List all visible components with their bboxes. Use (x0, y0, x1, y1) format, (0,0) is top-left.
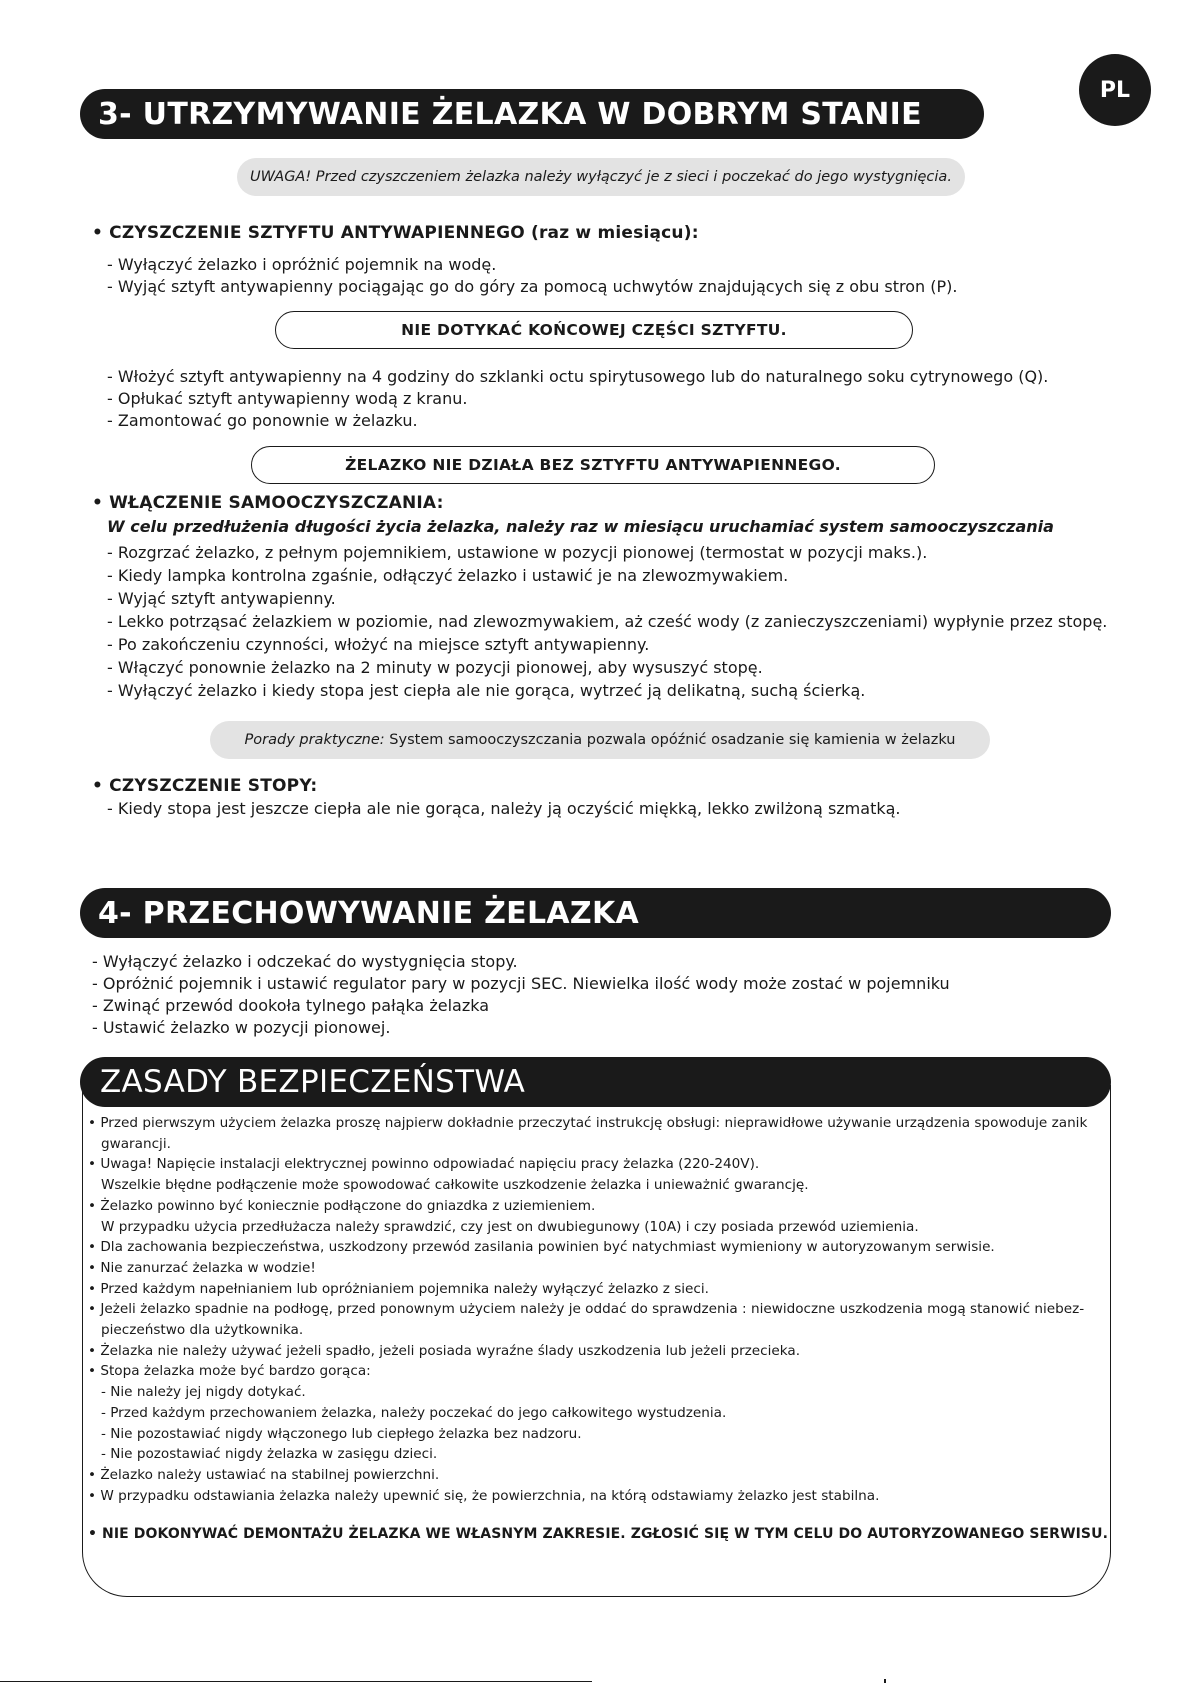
safety-line: • Nie zanurzać żelazka w wodzie! (88, 1259, 316, 1276)
storage-step: - Zwinąć przewód dookoła tylnego pałąka żelazka (92, 996, 489, 1015)
language-badge: PL (1079, 54, 1151, 126)
selfclean-step: - Rozgrzać żelazko, z pełnym pojemnikiem, ustawione w pozycji pionowej (termostat w pozycji maks.). (107, 543, 928, 562)
safety-line: • Żelazka nie należy używać jeżeli spadło, jeżeli posiada wyraźne ślady uszkodzenia lub jeżeli przecieka. (88, 1342, 801, 1359)
safety-title: ZASADY BEZPIECZEŃSTWA (80, 1057, 1111, 1107)
safety-line: • W przypadku odstawiania żelazka należy upewnić się, że powierzchnia, na którą odstawiamy żelazko jest stabilna. (88, 1487, 880, 1504)
safety-line: • Dla zachowania bezpieczeństwa, uszkodzony przewód zasilania powinien być natychmiast wymieniony w autoryzowanym serwisie. (88, 1239, 995, 1256)
section-3-title: 3- UTRZYMYWANIE ŻELAZKA W DOBRYM STANIE (80, 89, 984, 139)
selfclean-intro: W celu przedłużenia długości życia żelazka, należy raz w miesiącu uruchamiać system samooczyszczania (107, 517, 1054, 536)
antiscale-step: - Włożyć sztyft antywapienny na 4 godziny do szklanki octu spirytusowego lub do naturalnego soku cytrynowego (Q). (107, 367, 1049, 386)
selfclean-step: - Po zakończeniu czynności, włożyć na miejsce sztyft antywapienny. (107, 635, 650, 654)
storage-step: - Ustawić żelazko w pozycji pionowej. (92, 1018, 391, 1037)
safety-line: gwarancji. (88, 1135, 171, 1152)
safety-line: • Stopa żelazka może być bardzo gorąca: (88, 1363, 371, 1380)
safety-line: - Nie pozostawiać nigdy żelazka w zasięgu dzieci. (88, 1446, 438, 1463)
caution-box-do-not-touch: NIE DOTYKAĆ KOŃCOWEJ CZĘŚCI SZTYFTU. (275, 311, 913, 349)
tip-text: System samooczyszczania pozwala opóźnić osadzanie się kamienia w żelazku (384, 732, 956, 748)
safety-line: • Uwaga! Napięcie instalacji elektrycznej powinno odpowiadać napięciu pracy żelazka (220-240V). (88, 1156, 760, 1173)
storage-step: - Wyłączyć żelazko i odczekać do wystygnięcia stopy. (92, 952, 518, 971)
practical-tip (210, 721, 990, 759)
caution-box-not-working: ŻELAZKO NIE DZIAŁA BEZ SZTYFTU ANTYWAPIENNEGO. (251, 446, 935, 484)
selfclean-step: - Lekko potrząsać żelazkiem w poziomie, nad zlewozmywakiem, aż cześć wody (z zanieczyszczeniami) wypłynie przez stopę. (107, 612, 1108, 631)
safety-line: • Przed każdym napełnianiem lub opróżnianiem pojemnika należy wyłączyć żelazko z sieci. (88, 1280, 709, 1297)
safety-line: • Żelazko powinno być koniecznie podłączone do gniazdka z uziemieniem. (88, 1197, 596, 1214)
safety-line: - Nie pozostawiać nigdy włączonego lub ciepłego żelazka bez nadzoru. (88, 1425, 582, 1442)
antiscale-step: - Wyłączyć żelazko i opróżnić pojemnik na wodę. (107, 255, 497, 274)
safety-list (88, 1113, 1108, 1506)
selfclean-heading: • WŁĄCZENIE SAMOOCZYSZCZANIA: (92, 493, 444, 513)
storage-step: - Opróżnić pojemnik i ustawić regulator pary w pozycji SEC. Niewielka ilość wody może zostać w pojemniku (92, 974, 950, 993)
selfclean-step: - Włączyć ponownie żelazko na 2 minuty w pozycji pionowej, aby wysuszyć stopę. (107, 658, 763, 677)
selfclean-step: - Kiedy lampka kontrolna zgaśnie, odłączyć żelazko i ustawić je na zlewozmywakiem. (107, 566, 789, 585)
safety-line: pieczeństwo dla użytkownika. (88, 1322, 304, 1339)
safety-line: Wszelkie błędne podłączenie może spowodować całkowite uszkodzenie żelazka i unieważnić gwarancję. (88, 1177, 809, 1194)
safety-line: - Nie należy jej nigdy dotykać. (88, 1384, 306, 1401)
section-4-title: 4- PRZECHOWYWANIE ŻELAZKA (80, 888, 1111, 938)
safety-line: • Jeżeli żelazko spadnie na podłogę, przed ponownym użyciem należy je oddać do sprawdzenia : niewidoczne uszkodzenia mogą stanowić niebez- (88, 1301, 1085, 1318)
selfclean-step: - Wyjąć sztyft antywapienny. (107, 589, 336, 608)
antiscale-heading: • CZYSZCZENIE SZTYFTU ANTYWAPIENNEGO (raz w miesiącu): (92, 223, 699, 243)
safety-line: - Przed każdym przechowaniem żelazka, należy poczekać do jego całkowitego wystudzenia. (88, 1404, 727, 1421)
safety-line: • Przed pierwszym użyciem żelazka proszę najpierw dokładnie przeczytać instrukcję obsługi: nieprawidłowe używanie urządzenia spowoduje zanik (88, 1115, 1088, 1131)
footer-mark (884, 1679, 886, 1683)
tip-label: Porady praktyczne: (244, 732, 385, 748)
safety-line: • Żelazko należy ustawiać na stabilnej powierzchni. (88, 1466, 440, 1483)
safety-final-warning: • NIE DOKONYWAĆ DEMONTAŻU ŻELAZKA WE WŁASNYM ZAKRESIE. ZGŁOSIĆ SIĘ W TYM CELU DO AUTORYZOWANEGO SERWISU. (88, 1526, 1108, 1542)
footer-rule (0, 1681, 592, 1682)
warning-note: UWAGA! Przed czyszczeniem żelazka należy wyłączyć je z sieci i poczekać do jego wystygnięcia. (237, 158, 965, 196)
soleplate-step: - Kiedy stopa jest jeszcze ciepła ale nie gorąca, należy ją oczyścić miękką, lekko zwilżoną szmatką. (107, 799, 901, 818)
soleplate-heading: • CZYSZCZENIE STOPY: (92, 776, 318, 796)
selfclean-step: - Wyłączyć żelazko i kiedy stopa jest ciepła ale nie gorąca, wytrzeć ją delikatną, suchą ścierką. (107, 681, 866, 700)
antiscale-step: - Opłukać sztyft antywapienny wodą z kranu. (107, 389, 468, 408)
antiscale-step: - Zamontować go ponownie w żelazku. (107, 411, 418, 430)
safety-line: W przypadku użycia przedłużacza należy sprawdzić, czy jest on dwubiegunowy (10A) i czy posiada przewód uziemienia. (88, 1218, 919, 1235)
antiscale-step: - Wyjąć sztyft antywapienny pociągając go do góry za pomocą uchwytów znajdujących się z obu stron (P). (107, 277, 958, 296)
